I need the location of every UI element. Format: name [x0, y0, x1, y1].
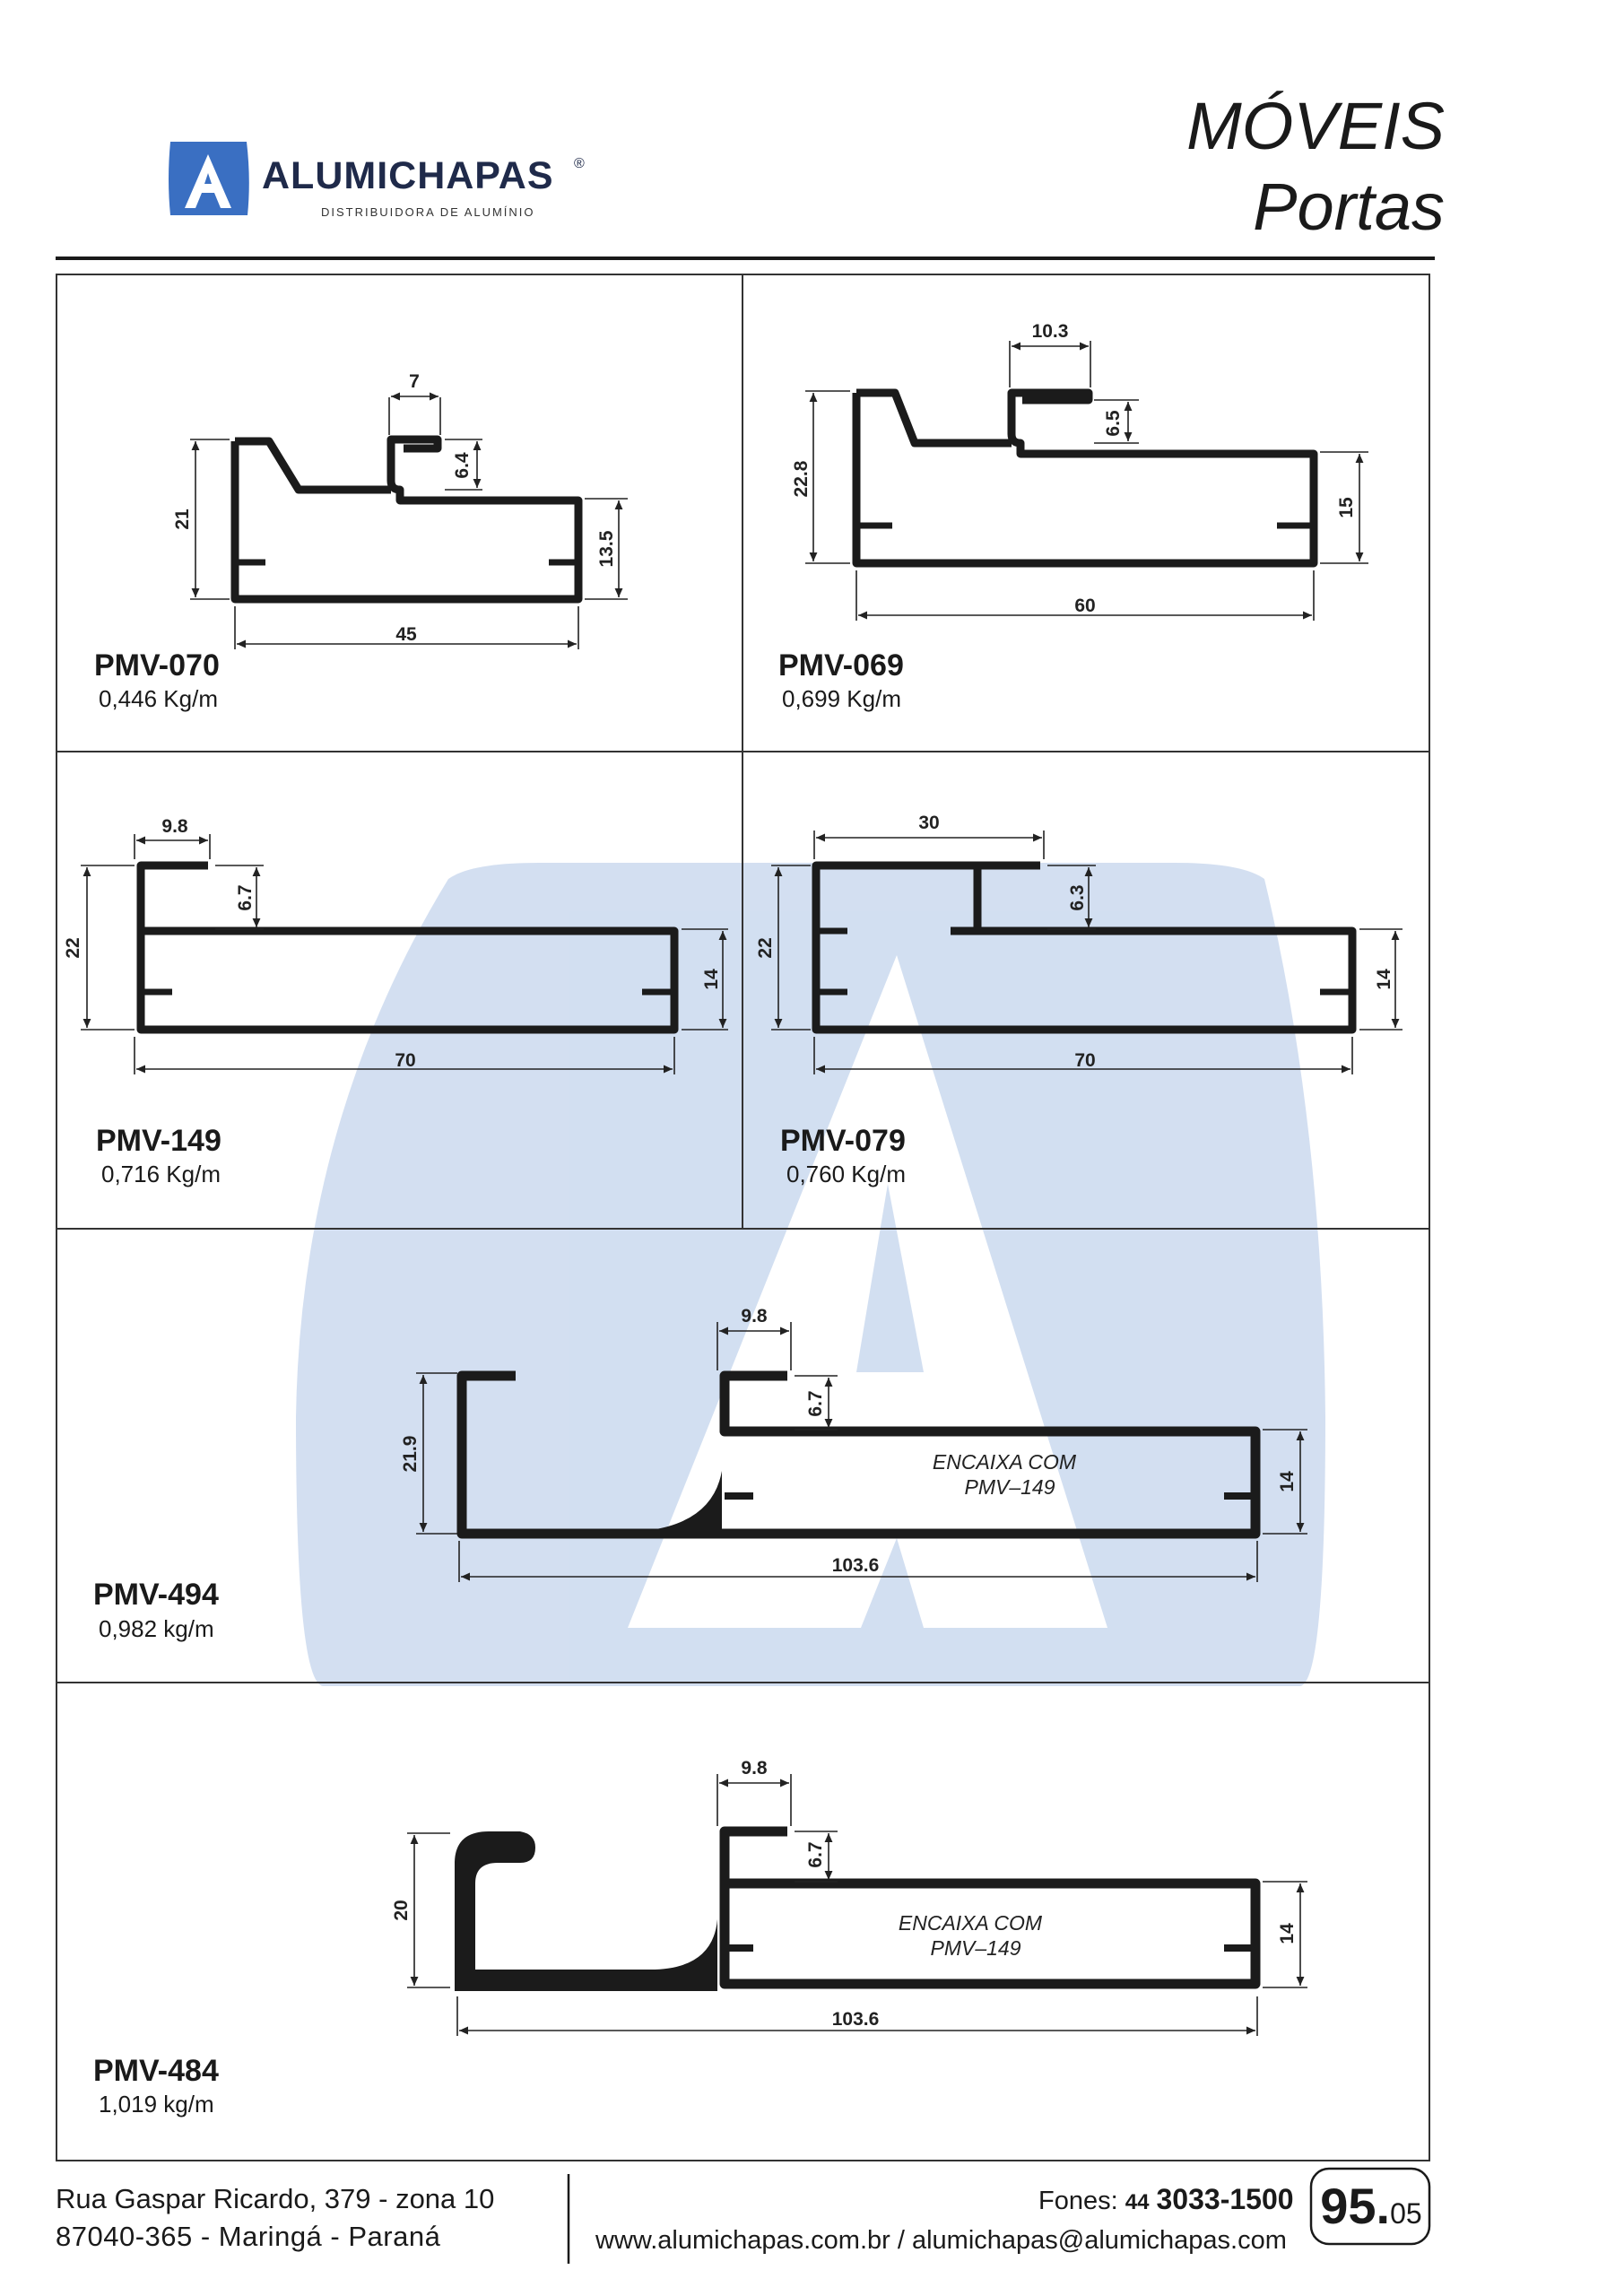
dim-label: 6.7 — [805, 1841, 826, 1868]
note-line: PMV–149 — [930, 1936, 1021, 1960]
dim-label: 22.8 — [791, 460, 812, 498]
note-line: ENCAIXA COM — [898, 1911, 1043, 1935]
phone-area: 44 — [1125, 2190, 1150, 2214]
dim-label: 45 — [395, 624, 417, 645]
dim-labels-pmv-069 — [791, 321, 1357, 616]
product-code: PMV-069 — [778, 648, 904, 683]
phone-number: 3033-1500 — [1156, 2183, 1294, 2215]
note-line: PMV–149 — [964, 1475, 1055, 1499]
dims-pmv-069 — [805, 341, 1368, 621]
dim-label: 21.9 — [400, 1435, 421, 1473]
subcategory-title: Portas — [1253, 170, 1445, 244]
dim-label: 6.5 — [1103, 410, 1124, 437]
dim-label: 70 — [395, 1050, 416, 1071]
dim-label: 21 — [172, 509, 193, 530]
page-number-main: 95. — [1320, 2178, 1391, 2234]
dim-label: 9.8 — [741, 1306, 768, 1326]
watermark-logo — [296, 863, 1325, 1686]
footer-address-line1: Rua Gaspar Ricardo, 379 - zona 10 — [56, 2183, 495, 2214]
registered-mark: ® — [574, 156, 585, 171]
product-weight: 1,019 kg/m — [99, 2091, 214, 2118]
dim-label: 6.7 — [235, 884, 256, 911]
profile-pmv-484 — [455, 1831, 1255, 1991]
product-weight: 0,760 Kg/m — [786, 1161, 906, 1187]
note-pmv-484 — [899, 1911, 1043, 1960]
dim-label: 22 — [63, 937, 83, 959]
dim-label: 9.8 — [161, 816, 188, 837]
dim-label: 15 — [1336, 497, 1357, 518]
dim-label: 10.3 — [1031, 321, 1069, 342]
dim-label: 6.4 — [452, 452, 473, 479]
product-weight: 0,716 Kg/m — [101, 1161, 221, 1187]
product-weight: 0,699 Kg/m — [782, 685, 901, 712]
phone-label: Fones: — [1038, 2187, 1118, 2215]
profile-pmv-070 — [235, 439, 578, 599]
dim-label: 30 — [918, 813, 940, 833]
footer-web-email: www.alumichapas.com.br / alumichapas@alumichapas.com — [595, 2226, 1287, 2255]
product-weight: 0,982 kg/m — [99, 1615, 214, 1642]
page-number — [1318, 2172, 1424, 2240]
footer-phone — [1038, 2183, 1294, 2216]
product-code: PMV-070 — [94, 648, 220, 683]
product-code: PMV-494 — [93, 1578, 219, 1612]
footer-address-line2: 87040-365 - Maringá - Paraná — [56, 2221, 441, 2252]
dim-label: 70 — [1074, 1050, 1096, 1071]
product-code: PMV-079 — [780, 1124, 906, 1158]
brand-logo-mark — [169, 142, 249, 215]
dim-label: 103.6 — [831, 2009, 880, 2030]
note-line: ENCAIXA COM — [932, 1450, 1077, 1474]
dim-label: 9.8 — [741, 1758, 768, 1779]
product-code: PMV-149 — [96, 1124, 221, 1158]
dim-label: 14 — [701, 969, 722, 990]
brand-tagline: DISTRIBUIDORA DE ALUMÍNIO — [321, 205, 535, 219]
header-rule — [56, 257, 1435, 260]
dim-label: 14 — [1277, 1471, 1298, 1492]
dim-label: 7 — [409, 371, 420, 392]
page-number-sub: 05 — [1390, 2197, 1422, 2230]
dim-label: 60 — [1074, 596, 1096, 616]
dims-pmv-484 — [407, 1774, 1307, 2036]
dim-label: 13.5 — [596, 530, 617, 568]
dim-label: 14 — [1277, 1923, 1298, 1944]
dim-label: 20 — [391, 1900, 412, 1921]
brand-name: ALUMICHAPAS — [262, 154, 554, 197]
dims-pmv-070 — [190, 396, 628, 649]
dim-label: 103.6 — [831, 1555, 880, 1576]
dim-label: 6.3 — [1067, 884, 1088, 911]
dim-label: 22 — [755, 937, 776, 959]
category-title: MÓVEIS — [1186, 89, 1445, 163]
profile-pmv-069 — [856, 393, 1314, 563]
dim-label: 14 — [1374, 969, 1394, 990]
dim-label: 6.7 — [805, 1390, 826, 1417]
product-code: PMV-484 — [93, 2054, 219, 2088]
product-weight: 0,446 Kg/m — [99, 685, 218, 712]
